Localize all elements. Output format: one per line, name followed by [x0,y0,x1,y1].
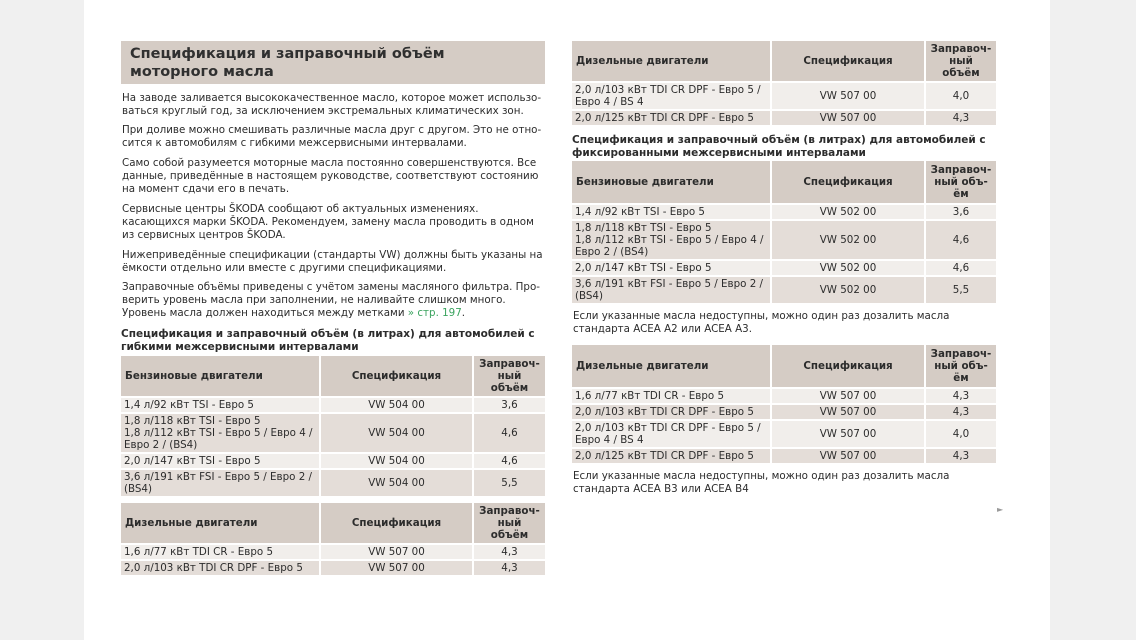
header-spec: Спецификация [772,41,926,83]
volume-cell: 4,3 [926,405,996,421]
fixed-petrol-table [572,161,996,305]
header-volume: Заправоч-ный объём [474,356,545,398]
header-volume: Заправоч-ный объ-ём [926,161,996,205]
table-row [121,454,545,470]
header-engine: Дизельные двигатели [572,41,772,83]
table-row [572,205,996,221]
spec-cell: VW 504 00 [321,470,474,498]
engine-cell: 2,0 л/125 кВт TDI CR DPF - Евро 5 [572,449,772,465]
paragraph-service-centers: Сервисные центры ŠKODA сообщают об актуальных изменениях. касающихся марки ŠKODA. Рекомендуем, замену масла проводить в одном из сервисных центров ŠKODA. [122,203,534,241]
table-header-row [572,345,996,389]
header-volume: Заправоч-ный объём [926,41,996,83]
engine-cell: 2,0 л/103 кВт TDI CR DPF - Евро 5 / Евро 4 / BS 4 [572,421,772,449]
page-link[interactable]: » стр. 197 [407,307,462,319]
table-row [121,545,545,561]
engine-cell: 2,0 л/103 кВт TDI CR DPF - Евро 5 [572,405,772,421]
table-header-row [572,41,996,83]
volume-cell: 3,6 [474,398,545,414]
flex-diesel-table [121,503,545,577]
paragraph-vw-standards: Нижеприведённые спецификации (стандарты VW) должны быть указаны на ёмкости отдельно или вместе с другими спецификациями. [122,249,543,274]
volume-cell: 4,6 [926,221,996,261]
volume-cell: 4,3 [926,389,996,405]
engine-cell: 1,4 л/92 кВт TSI - Евро 5 [121,398,321,414]
spec-cell: VW 502 00 [772,221,926,261]
flex-interval-heading: Спецификация и заправочный объём (в литрах) для автомобилей с гибкими межсервисными интервалами [121,328,535,353]
spec-cell: VW 504 00 [321,454,474,470]
spec-cell: VW 502 00 [772,205,926,221]
spec-cell: VW 502 00 [772,261,926,277]
table-row [572,421,996,449]
spec-cell: VW 507 00 [772,421,926,449]
left-column [121,0,545,577]
table-row [572,389,996,405]
header-spec: Спецификация [772,161,926,205]
engine-cell: 2,0 л/147 кВт TSI - Евро 5 [121,454,321,470]
volume-cell: 4,3 [474,561,545,577]
fill-volumes-text: Заправочные объёмы приведены с учётом замены масляного фильтра. Про-верить уровень масла при заполнении, не наливайте слишком много. Уровень масла должен находиться между метками [122,281,540,319]
volume-cell: 3,6 [926,205,996,221]
table-row [121,398,545,414]
spec-cell: VW 507 00 [772,83,926,111]
volume-cell: 4,3 [474,545,545,561]
spec-cell: VW 507 00 [772,389,926,405]
engine-cell: 3,6 л/191 кВт FSI - Евро 5 / Евро 2 / (BS4) [121,470,321,498]
fixed-interval-heading: Спецификация и заправочный объём (в литрах) для автомобилей с фиксированными межсервисными интервалами [572,134,986,159]
engine-cell: 1,8 л/118 кВт TSI - Евро 5 1,8 л/112 кВт TSI - Евро 5 / Евро 4 / Евро 2 / (BS4) [121,414,321,454]
table-header-row [572,161,996,205]
spec-cell: VW 504 00 [321,414,474,454]
manual-page [84,0,1050,640]
volume-cell: 4,0 [926,83,996,111]
next-page-arrow-icon[interactable]: ► [997,505,1004,514]
spec-cell: VW 504 00 [321,398,474,414]
volume-cell: 5,5 [474,470,545,498]
header-volume: Заправоч-ный объём [474,503,545,545]
table-row [121,561,545,577]
spec-cell: VW 507 00 [772,449,926,465]
header-engine: Дизельные двигатели [121,503,321,545]
table-header-row [121,356,545,398]
table-row [572,221,996,261]
table-header-row [121,503,545,545]
engine-cell: 1,6 л/77 кВт TDI CR - Евро 5 [121,545,321,561]
header-spec: Спецификация [321,356,474,398]
diesel-oil-note: Если указанные масла недоступны, можно один раз дозалить масла стандарта ACEA B3 или ACEA B4 [573,470,950,495]
spec-cell: VW 502 00 [772,277,926,305]
engine-cell: 1,4 л/92 кВт TSI - Евро 5 [572,205,772,221]
header-spec: Спецификация [772,345,926,389]
volume-cell: 4,0 [926,421,996,449]
flex-petrol-table [121,356,545,498]
volume-cell: 4,6 [474,414,545,454]
volume-cell: 4,6 [474,454,545,470]
fill-volumes-suffix: . [461,307,466,319]
petrol-oil-note: Если указанные масла недоступны, можно один раз дозалить масла стандарта ACEA A2 или ACEA A3. [573,310,950,335]
table-row [572,277,996,305]
table-row [572,261,996,277]
spec-cell: VW 507 00 [772,405,926,421]
engine-cell: 2,0 л/103 кВт TDI CR DPF - Евро 5 / Евро 4 / BS 4 [572,83,772,111]
engine-cell: 2,0 л/125 кВт TDI CR DPF - Евро 5 [572,111,772,127]
engine-cell: 2,0 л/147 кВт TSI - Евро 5 [572,261,772,277]
header-volume: Заправоч-ный объ-ём [926,345,996,389]
header-spec: Спецификация [321,503,474,545]
fixed-diesel-table [572,345,996,465]
volume-cell: 4,3 [926,449,996,465]
engine-cell: 1,6 л/77 кВт TDI CR - Евро 5 [572,389,772,405]
paragraph-mixing: При доливе можно смешивать различные масла друг с другом. Это не отно-сится к автомобилям с гибкими межсервисными интервалами. [122,124,542,149]
volume-cell: 4,3 [926,111,996,127]
engine-cell: 3,6 л/191 кВт FSI - Евро 5 / Евро 2 / (BS4) [572,277,772,305]
volume-cell: 5,5 [926,277,996,305]
table-row [572,111,996,127]
right-column [572,0,996,496]
paragraph-factory-oil: На заводе заливается высококачественное масло, которое может использо-ваться круглый год, за исключением экстремальных климатических зон. [122,92,542,117]
section-title: Спецификация и заправочный объём моторного масла [121,41,545,84]
table-row [572,83,996,111]
header-engine: Дизельные двигатели [572,345,772,389]
diesel-table-continued [572,41,996,127]
spec-cell: VW 507 00 [321,545,474,561]
paragraph-improvement: Само собой разумеется моторные масла постоянно совершенствуются. Все данные, приведённые в настоящем руководстве, соответствуют состоянию на момент сдачи его в печать. [122,157,539,195]
table-row [121,414,545,454]
volume-cell: 4,6 [926,261,996,277]
header-engine: Бензиновые двигатели [121,356,321,398]
engine-cell: 1,8 л/118 кВт TSI - Евро 5 1,8 л/112 кВт TSI - Евро 5 / Евро 4 / Евро 2 / (BS4) [572,221,772,261]
paragraph-fill-volumes [121,281,545,320]
engine-cell: 2,0 л/103 кВт TDI CR DPF - Евро 5 [121,561,321,577]
table-row [121,470,545,498]
spec-cell: VW 507 00 [321,561,474,577]
header-engine: Бензиновые двигатели [572,161,772,205]
table-row [572,449,996,465]
spec-cell: VW 507 00 [772,111,926,127]
table-row [572,405,996,421]
